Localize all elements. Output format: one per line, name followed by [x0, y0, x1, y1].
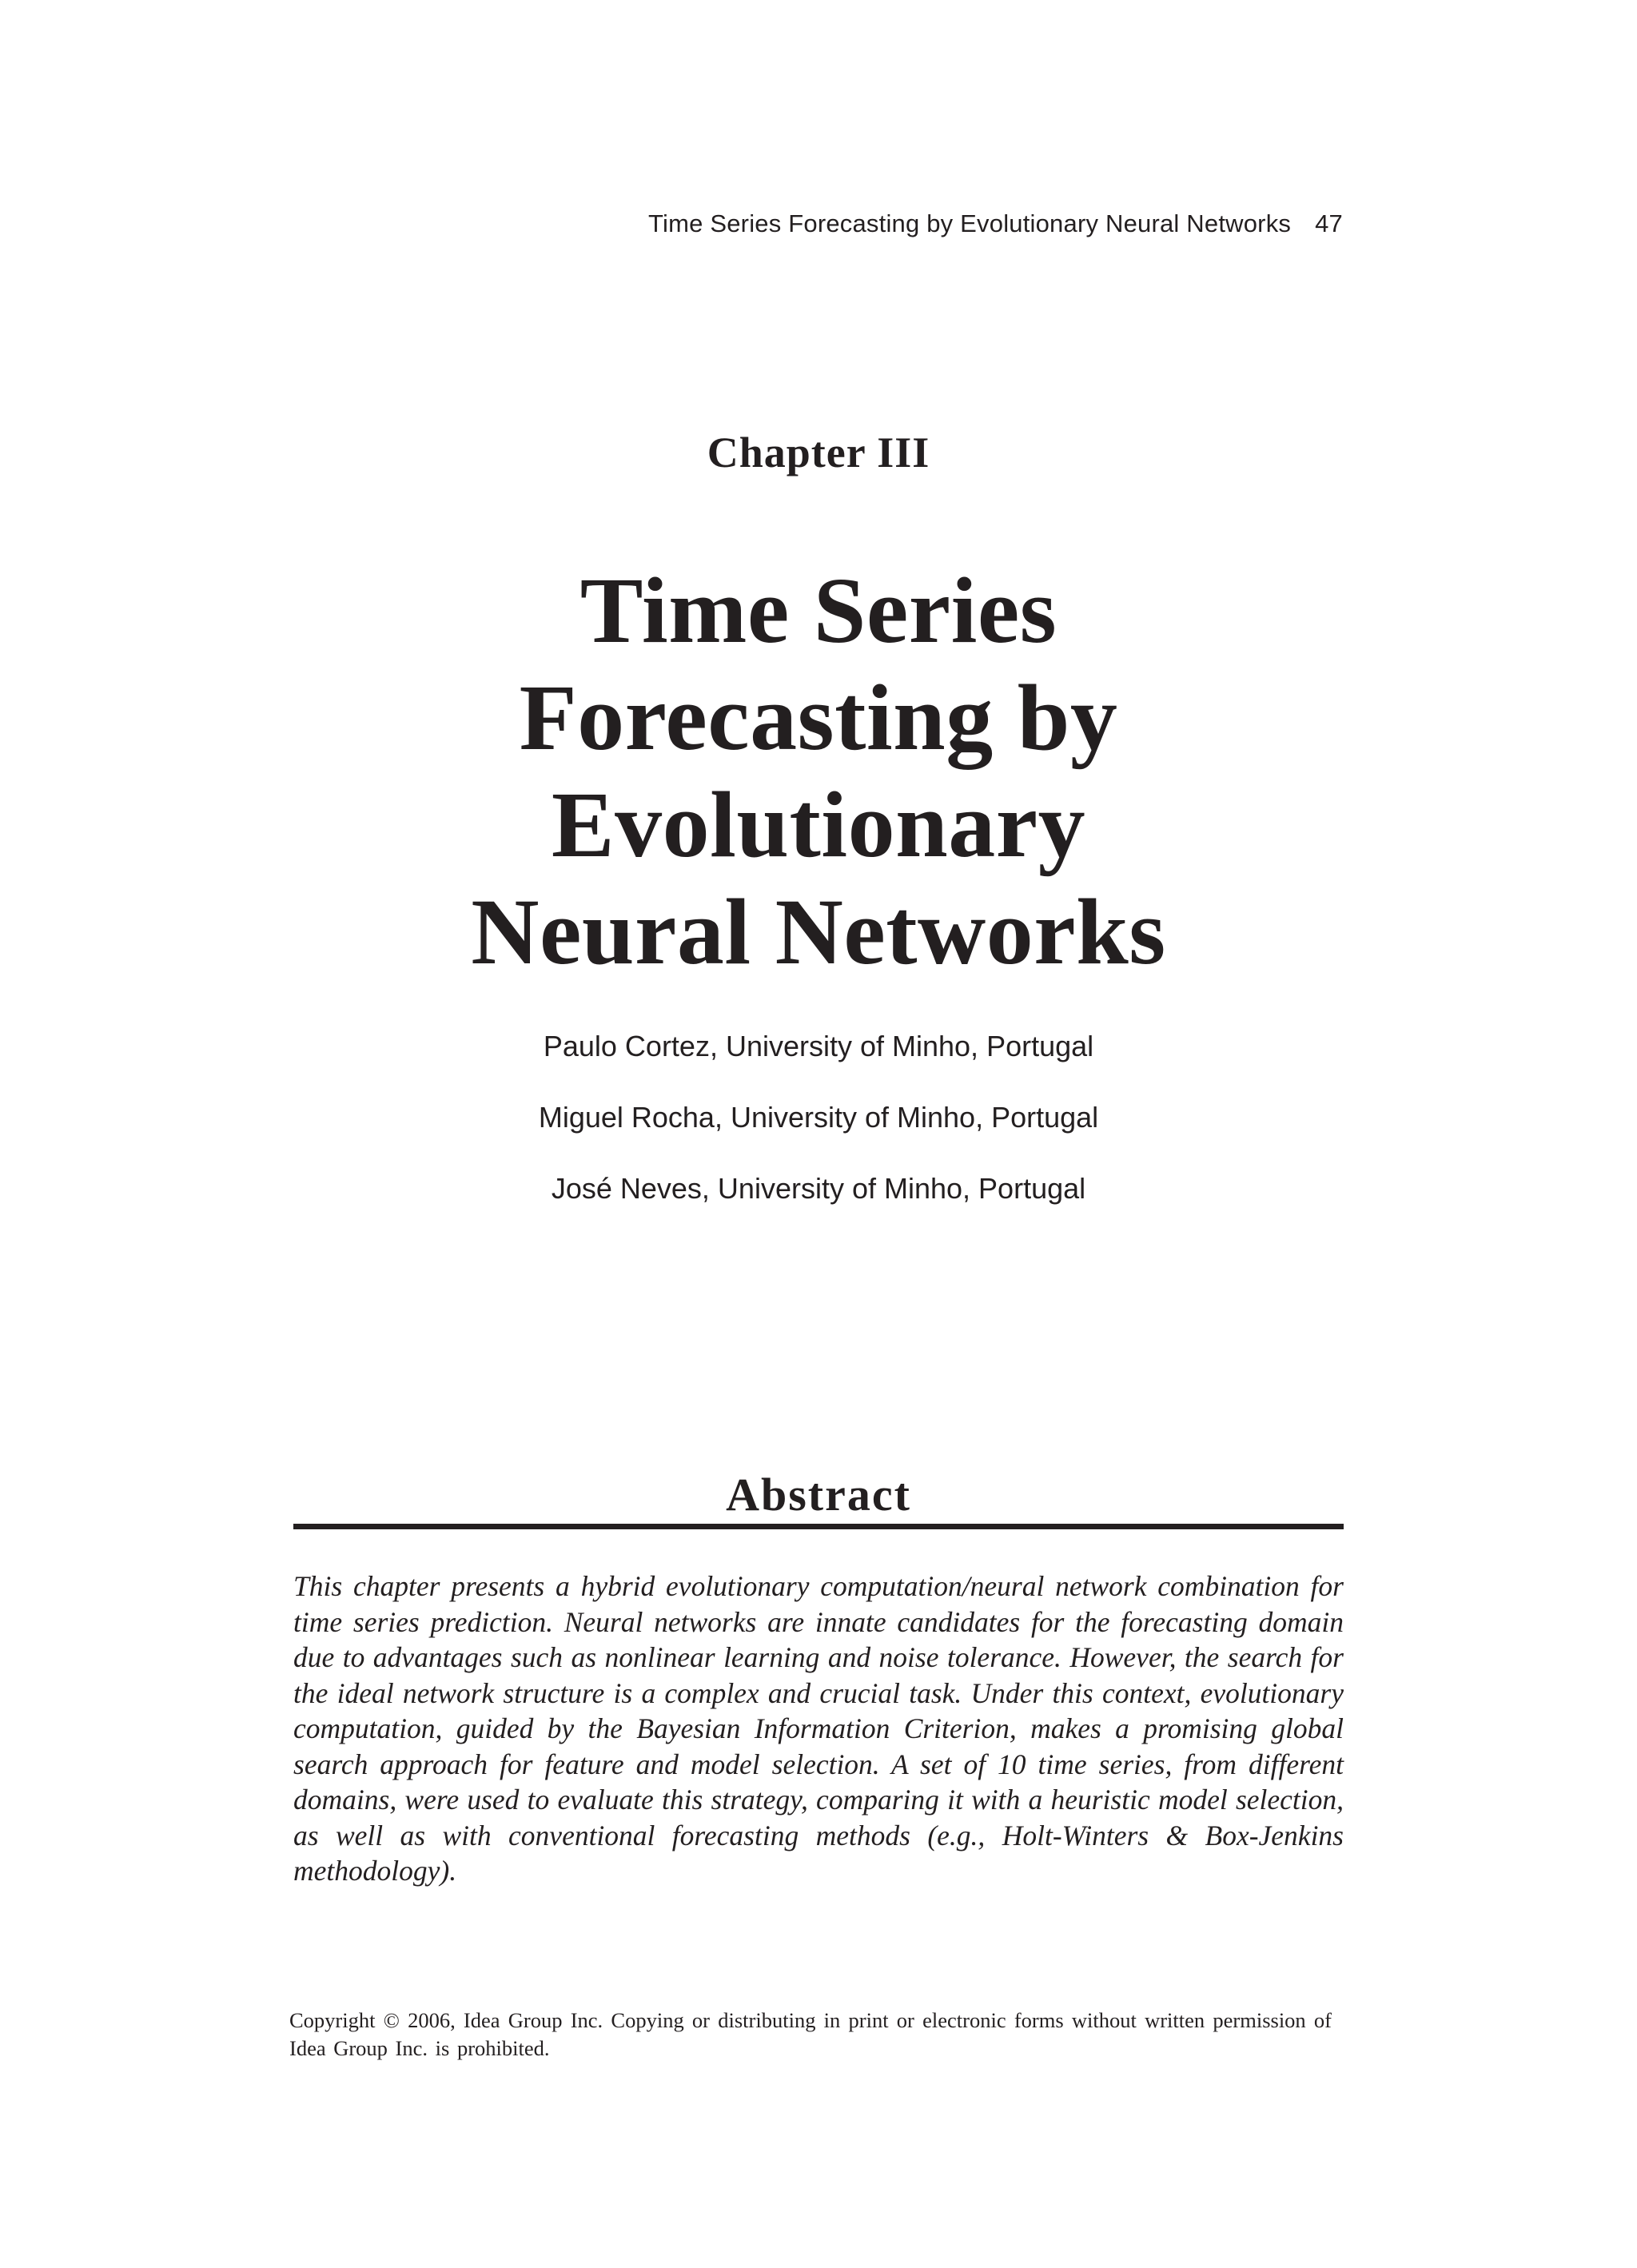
- chapter-title-line: Evolutionary: [551, 772, 1086, 877]
- page-number: 47: [1315, 209, 1343, 237]
- author-affiliation: José Neves, University of Minho, Portugal: [551, 1172, 1086, 1205]
- copyright-notice: Copyright © 2006, Idea Group Inc. Copying or distributing in print or electronic forms without written permission of Idea Group Inc. is prohibited.: [289, 2008, 1332, 2060]
- abstract-divider: [293, 1524, 1344, 1529]
- abstract-text: This chapter presents a hybrid evolutionary computation/neural network combination for time series prediction. Neural networks are innate candidates for the forecasting domain due to advantages such as nonlinear learning and noise tolerance. However, the search for the ideal network structure is a complex and crucial task. Under this context, evolutionary computation, guided by the Bayesian Information Criterion, makes a promising global search approach for feature and model selection. A set of 10 time series, from different domains, were used to evaluate this strategy, comparing it with a heuristic model selection, as well as with conventional forecasting methods (e.g., Holt-Winters & Box-Jenkins methodology).: [293, 1570, 1344, 1887]
- chapter-title-line: Time Series: [580, 558, 1057, 663]
- abstract-heading: Abstract: [726, 1469, 911, 1521]
- chapter-title: [0, 557, 1637, 986]
- running-head: [648, 209, 1343, 238]
- author-list: [0, 1026, 1637, 1240]
- chapter-label: Chapter III: [707, 428, 930, 476]
- running-head-title: Time Series Forecasting by Evolutionary Neural Networks: [648, 209, 1292, 237]
- chapter-title-line: Neural Networks: [471, 879, 1166, 984]
- author-affiliation: Miguel Rocha, University of Minho, Portugal: [538, 1101, 1099, 1134]
- author-affiliation: Paulo Cortez, University of Minho, Portugal: [543, 1030, 1094, 1062]
- chapter-title-line: Forecasting by: [519, 665, 1118, 770]
